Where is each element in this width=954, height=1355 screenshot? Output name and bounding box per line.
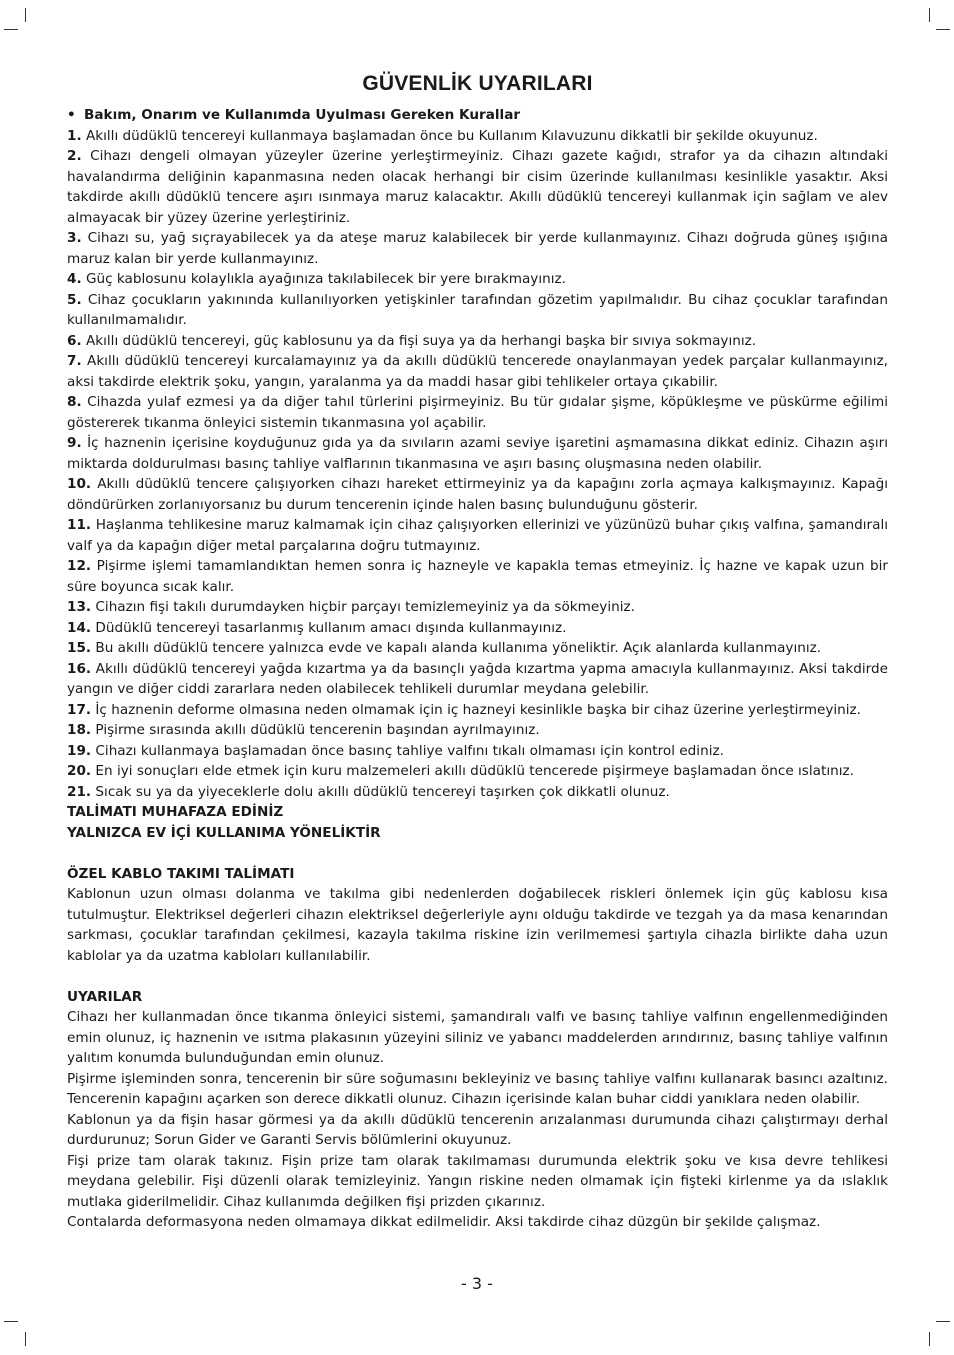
spacer <box>67 966 888 987</box>
crop-mark <box>4 29 18 30</box>
rule-item <box>67 515 888 556</box>
rule-text: Pişirme işlemi tamamlandıktan hemen sonra iç hazneyle ve kapakla temas etmeyiniz. İç hazne ve kapak uzun bir süre boyunca sıcak kalır. <box>67 558 888 595</box>
rule-text: Akıllı düdüklü tencere çalışıyorken cihazı hareket ettirmeyiniz ya da kapağını zorla açmaya kalkışmayınız. Kapağı döndürürken zorlanıyorsanız bu durum tencerenin içinde halen basınç bulunduğunu gösterir. <box>67 476 889 513</box>
rule-number: 7. <box>67 353 82 369</box>
rule-item <box>67 782 888 803</box>
rule-item <box>67 228 888 269</box>
rule-number: 16. <box>67 660 92 677</box>
rule-number: 5. <box>67 291 82 308</box>
rules-heading <box>67 105 888 126</box>
rule-number: 15. <box>67 640 92 656</box>
page-title: GÜVENLİK UYARILARI <box>362 72 593 95</box>
rule-number: 19. <box>67 742 92 759</box>
rule-item <box>67 146 888 228</box>
rule-text: Cihazın fişi takılı durumdayken hiçbir parçayı temizlemeyiniz ya da sökmeyiniz. <box>95 599 635 615</box>
rule-text: Cihazı su, yağ sıçrayabilecek ya da ateşe maruz kalabilecek bir yerde kullanmayınız. Cihazı doğruda güneş ışığına maruz kalan bir yerde kullanmayınız. <box>67 230 888 267</box>
rule-number: 6. <box>67 332 82 349</box>
page-number: - 3 - <box>461 1274 493 1293</box>
rule-item <box>67 392 888 433</box>
rule-item <box>67 474 888 515</box>
rule-item <box>67 290 888 331</box>
warning-paragraph: Contalarda deformasyona neden olmamaya dikkat edilmelidir. Aksi takdirde cihaz düzgün bir şekilde çalışmaz. <box>67 1214 821 1230</box>
rule-text: Haşlanma tehlikesine maruz kalmamak için cihaz çalışıyorken ellerinizi ve yüzünüzü buhar çıkış valfına, şamandıralı valf ya da kapağın diğer metal parçalarına doğru tutmayınız. <box>67 517 889 554</box>
crop-mark <box>25 1332 26 1346</box>
rule-text: İç haznenin içerisine koyduğunuz gıda ya da sıvıların azami seviye işaretini aşmamasına dikkat ediniz. Cihazın aşırı miktarda doldurulması basınç tahliye valflarının tıkanmasına ve aşırı basınç oluşmasına neden olabilir. <box>67 435 888 472</box>
warning-paragraph: Pişirme işleminden sonra, tencerenin bir süre soğumasını bekleyiniz ve basınç tahliye valfını kullanarak basıncı azaltınız. Tencerenin kapağını açarken son derece dikkatli olunuz. Cihazın içerisinde kalan buhar ciddi yanıklara neden olabilir. <box>67 1070 888 1107</box>
rule-number: 18. <box>67 722 92 738</box>
rule-number: 3. <box>67 230 82 246</box>
crop-mark <box>936 29 950 30</box>
rule-number: 9. <box>67 435 82 451</box>
rule-item <box>67 351 888 392</box>
rules-heading-text: Bakım, Onarım ve Kullanımda Uyulması Gereken Kurallar <box>84 107 521 123</box>
rule-text: En iyi sonuçları elde etmek için kuru malzemeleri akıllı düdüklü tencerede pişirmeye başlamadan önce ıslatınız. <box>95 763 854 779</box>
rule-text: Akıllı düdüklü tencereyi kullanmaya başlamadan önce bu Kullanım Kılavuzunu dikkatli bir şekilde okuyunuz. <box>85 127 818 144</box>
rule-text: Sıcak su ya da yiyeceklerle dolu akıllı düdüklü tencereyi taşırken çok dikkatli olunuz. <box>95 783 670 800</box>
rule-text: Akıllı düdüklü tencereyi yağda kızartma ya da basınçlı yağda kızartma yapma amacıyla kullanmayınız. Aksi takdirde yangın ve diğer ciddi zararlara neden olabilecek tehlikeli durumlar meydana gelebilir. <box>67 660 888 697</box>
rule-item <box>67 556 888 597</box>
warning-paragraph: Cihazı her kullanmadan önce tıkanma önleyici sistemi, şamandıralı valfı ve basınç tahliye valfının engellenmediğinden emin olunuz, iç haznenin ve ısıtma plakasının yüzeyini siliniz ve yabancı maddelerden arındırınız, basınç tahliye valfının yalıtım konumda bulunduğundan emin olunuz. <box>67 1009 888 1066</box>
warning-paragraph: Fişi prize tam olarak takınız. Fişin prize tam olarak takılmaması durumunda elektrik şoku ve kısa devre tehlikesi meydana gelebilir. Fişi düzenli olarak temizleyiniz. Yangın riskine neden olmamak için fişteki kirlenme ya da ıslaklık mutlaka giderilmelidir. Cihaz kullanımda değilken fişi prizden çıkarınız. <box>67 1152 888 1210</box>
rule-number: 11. <box>67 517 92 533</box>
warnings-heading: UYARILAR <box>67 988 143 1005</box>
rule-text: Akıllı düdüklü tencereyi, güç kablosunu ya da fişi suya ya da herhangi başka bir sıvıya sokmayınız. <box>85 332 757 349</box>
rule-number: 1. <box>67 127 82 144</box>
bullet-icon: • <box>67 107 76 123</box>
rule-number: 2. <box>67 148 82 164</box>
rule-item <box>67 433 888 474</box>
rule-text: Düdüklü tencereyi tasarlanmış kullanım amacı dışında kullanmayınız. <box>95 619 567 636</box>
warning-paragraph: Kablonun ya da fişin hasar görmesi ya da akıllı düdüklü tencerenin arızalanması durumunda cihazı çalıştırmayı derhal durdurunuz; Sorun Gider ve Garanti Servis bölümlerini okuyunuz. <box>67 1111 888 1148</box>
crop-mark <box>929 8 930 22</box>
rule-item <box>67 618 888 639</box>
crop-mark <box>929 1332 930 1346</box>
rule-item <box>67 700 888 721</box>
rule-item <box>67 761 888 782</box>
rule-text: Cihaz çocukların yakınında kullanılıyorken yetişkinler tarafından gözetim yapılmalıdır. Bu cihaz çocuklar tarafından kullanılmamalıdır. <box>67 291 888 328</box>
rule-text: Cihazda yulaf ezmesi ya da diğer tahıl türlerini pişirmeyiniz. Bu tür gıdalar şişme, köpükleşme ve püskürme eğilimi göstererek tıkanma önleyici sistemin tıkanmasına yol açabilir. <box>67 394 888 431</box>
rule-item <box>67 638 888 659</box>
rule-text: Cihazı dengeli olmayan yüzeyler üzerine yerleştirmeyiniz. Cihazı gazete kağıdı, strafor ya da cihazın altındaki havalandırma deliğinin kapanmasına neden olacak herhangi bir cisim üzerinde kullanılması kesinlikle yasaktır. Aksi takdirde akıllı düdüklü tencere aşırı ısınmaya maruz kalacaktır. Akıllı düdüklü tencereyi kullanmak için sağlam ve alev almayacak bir yüzey üzerine yerleştiriniz. <box>67 148 888 226</box>
spacer <box>67 843 888 864</box>
rule-item <box>67 741 888 762</box>
rule-number: 4. <box>67 271 82 287</box>
rule-item <box>67 597 888 618</box>
cable-heading: ÖZEL KABLO TAKIMI TALİMATI <box>67 865 295 882</box>
rule-number: 10. <box>67 476 92 492</box>
rule-item <box>67 126 888 147</box>
rule-text: Cihazı kullanmaya başlamadan önce basınç tahliye valfını tıkalı olmaması için kontrol ediniz. <box>95 742 724 759</box>
crop-mark <box>4 1321 18 1322</box>
document-body <box>67 70 888 1233</box>
rule-number: 13. <box>67 599 92 615</box>
rules-list <box>67 126 888 803</box>
notice-household-only: YALNIZCA EV İÇİ KULLANIMA YÖNELİKTİR <box>67 824 381 841</box>
rule-item <box>67 659 888 700</box>
rule-number: 17. <box>67 701 92 718</box>
rule-number: 20. <box>67 763 92 779</box>
rule-text: Bu akıllı düdüklü tencere yalnızca evde ve kapalı alanda kullanıma yöneliktir. Açık alanlarda kullanmayınız. <box>95 640 822 656</box>
rule-number: 8. <box>67 394 82 410</box>
rule-number: 12. <box>67 558 92 574</box>
rule-text: Güç kablosunu kolaylıkla ayağınıza takılabilecek bir yere bırakmayınız. <box>85 271 566 287</box>
rule-item <box>67 331 888 352</box>
rule-text: Pişirme sırasında akıllı düdüklü tencerenin başından ayrılmayınız. <box>95 722 540 738</box>
rule-text: Akıllı düdüklü tencereyi kurcalamayınız ya da akıllı düdüklü tencerede onaylanmayan yedek parçalar kullanmayınız, aksi takdirde elektrik şoku, yangın, yaralanma ya da maddi hasar gibi tehlikeler ortaya çıkabilir. <box>67 353 889 390</box>
crop-mark <box>25 8 26 22</box>
rule-number: 14. <box>67 619 92 636</box>
rule-number: 21. <box>67 783 92 800</box>
rule-item <box>67 269 888 290</box>
notice-keep-instructions: TALİMATI MUHAFAZA EDİNİZ <box>67 804 284 820</box>
warnings-list <box>67 1007 888 1233</box>
rule-text: İç haznenin deforme olmasına neden olmamak için iç hazneyi kesinlikle başka bir cihaz üzerine yerleştirmeyiniz. <box>95 701 861 718</box>
rule-item <box>67 720 888 741</box>
crop-mark <box>936 1321 950 1322</box>
cable-text: Kablonun uzun olması dolanma ve takılma gibi nedenlerden doğabilecek riskleri önlemek için güç kablosu kısa tutulmuştur. Elektriksel değerleri cihazın elektriksel değerleriyle aynı olduğu takdirde ve tezgah ya da masa kenarından sarkması, çocuklar tarafından çekilmesi, kazayla takılma riskine izin verilmemesi şartıyla cihazla birlikte daha uzun kablolar ya da uzatma kabloları kullanılabilir. <box>67 886 888 964</box>
